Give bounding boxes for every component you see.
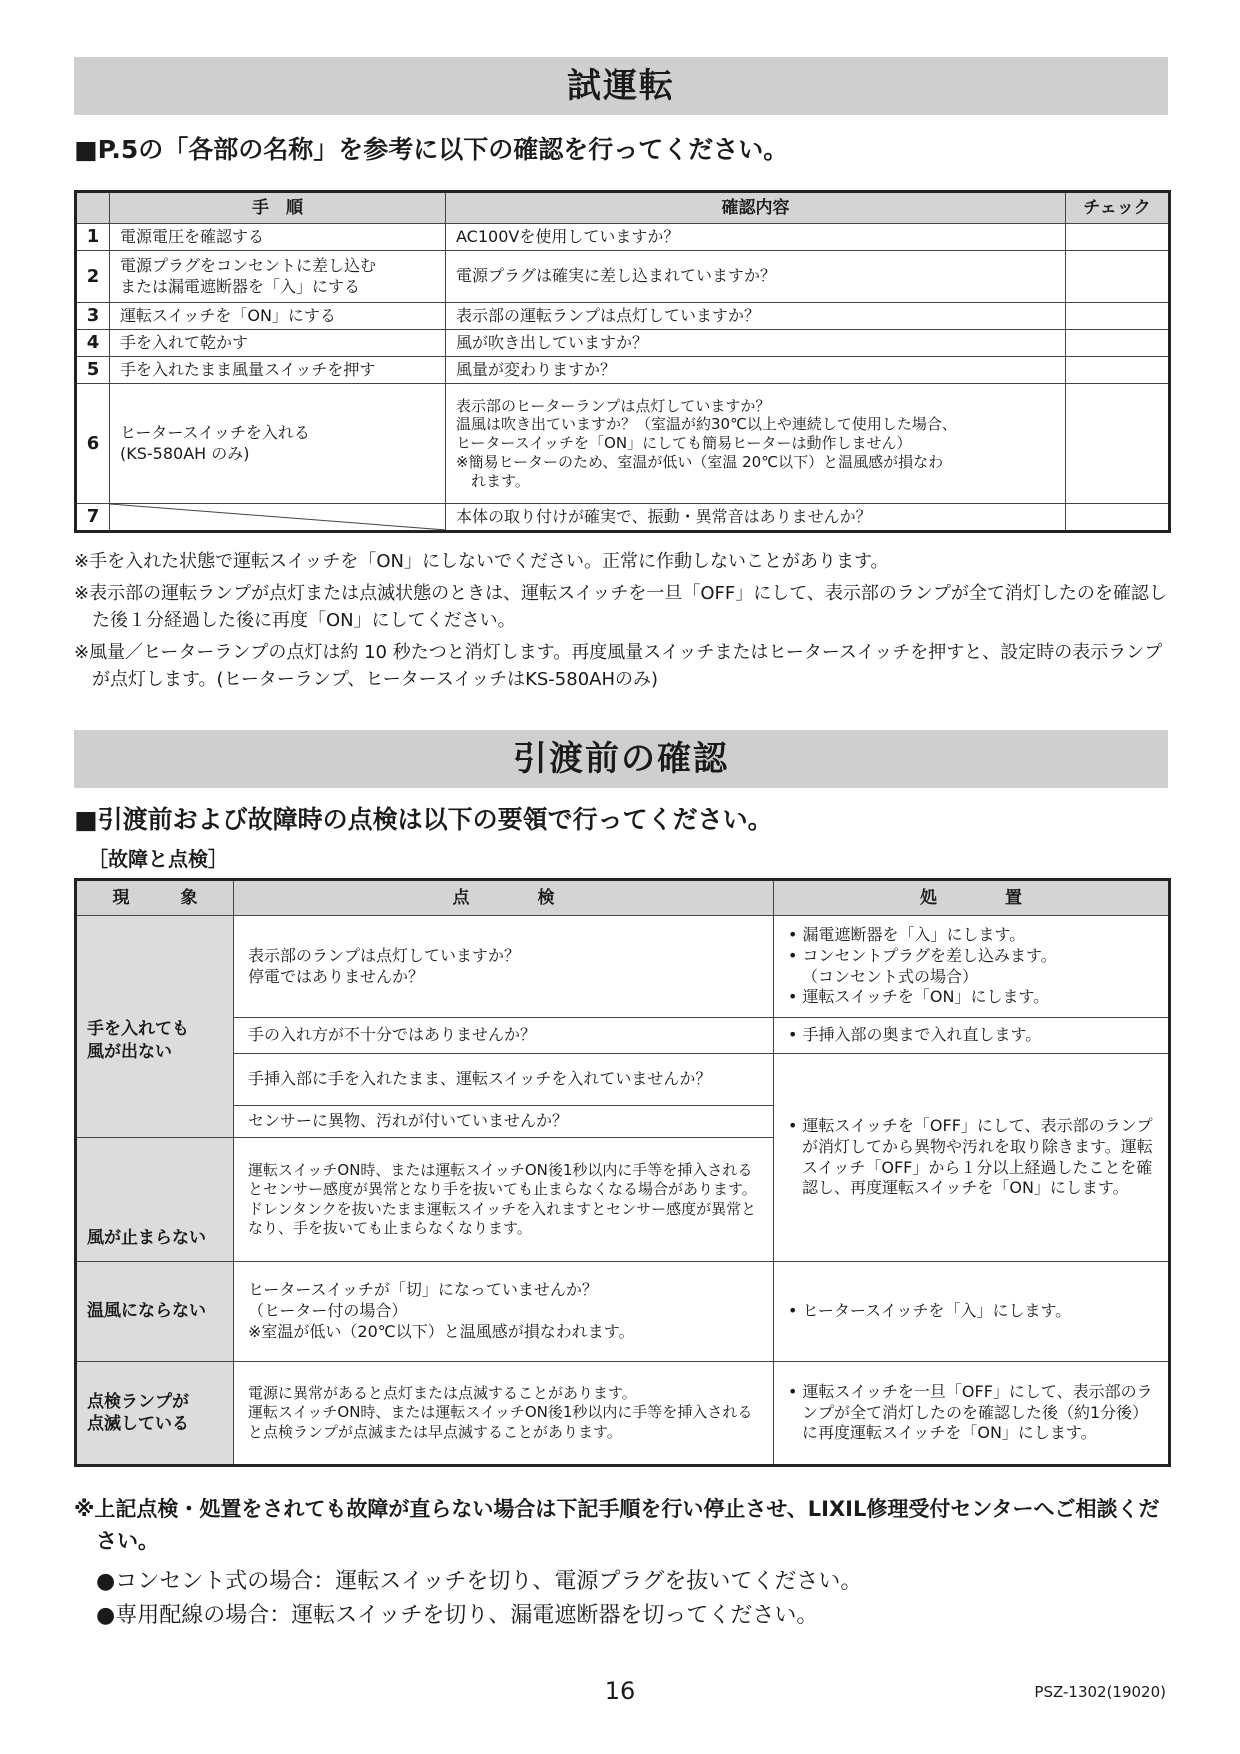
inspection-cell: 電源に異常があると点灯または点滅することがあります。 運転スイッチON時、または運転スイッチON後1秒以内に手等を挿入されると点検ランプが点滅または早点滅することがあります。	[234, 1362, 774, 1466]
check-content-cell: 表示部のヒーターランプは点灯していますか？ 温風は吹き出ていますか？（室温が約30℃以上や連続して使用した場合、 ヒータースイッチを「ON」にしても簡易ヒーターは動作しません） ※簡易ヒーターのため、室温が低い（室温 20℃以下）と温風感が損なわ れます。	[446, 384, 1066, 504]
header-phenomenon: 現 象	[76, 880, 234, 916]
remedy-line: • 漏電遮断器を「入」にします。	[788, 924, 1026, 944]
header-check-content: 確認内容	[446, 192, 1066, 224]
inspection-cell: センサーに異物、汚れが付いていませんか？	[234, 1106, 774, 1138]
step-cell: 手を入れたまま風量スイッチを押す	[110, 357, 446, 384]
inspection-cell: 手の入れ方が不十分ではありませんか？	[234, 1018, 774, 1054]
table-row	[76, 303, 1170, 330]
section-title-pre-delivery: 引渡前の確認	[74, 730, 1168, 788]
row-number: 4	[76, 330, 110, 357]
check-box-cell[interactable]	[1066, 251, 1170, 303]
remedy-line: • コンセントプラグを差し込みます。	[788, 945, 1057, 965]
phenomenon-lamp-blink: 点検ランプが 点滅している	[76, 1362, 234, 1466]
table-row	[76, 1362, 1170, 1466]
table-row	[76, 916, 1170, 1018]
test-run-table	[74, 190, 1171, 533]
check-content-cell: 電源プラグは確実に差し込まれていますか？	[446, 251, 1066, 303]
stop-step-dedicated: ●専用配線の場合：運転スイッチを切り、漏電遮断器を切ってください。	[96, 1603, 819, 1628]
remedy-line: （コンセント式の場合）	[802, 966, 979, 986]
row-number: 3	[76, 303, 110, 330]
row-number: 5	[76, 357, 110, 384]
section-title-test-run: 試運転	[74, 57, 1168, 115]
phenomenon-no-warm: 温風にならない	[76, 1262, 234, 1362]
table-row	[76, 1018, 1170, 1054]
table-row	[76, 251, 1170, 303]
check-box-cell[interactable]	[1066, 303, 1170, 330]
phenomenon-no-air: 手を入れても 風が出ない	[76, 916, 234, 1138]
remedy-cell: • 手挿入部の奥まで入れ直します。	[774, 1018, 1170, 1054]
troubleshooting-table	[74, 878, 1171, 1467]
check-content-cell: 風量が変わりますか？	[446, 357, 1066, 384]
header-remedy: 処 置	[774, 880, 1170, 916]
row-number: 6	[76, 384, 110, 504]
check-box-cell[interactable]	[1066, 504, 1170, 532]
table-row	[76, 330, 1170, 357]
row-number: 2	[76, 251, 110, 303]
section-lead-test-run: ■P.5の「各部の名称」を参考に以下の確認を行ってください。	[74, 135, 789, 164]
check-content-cell: 表示部の運転ランプは点灯していますか？	[446, 303, 1066, 330]
step-cell-blank	[110, 504, 446, 532]
step-cell: 電源プラグをコンセントに差し込む または漏電遮断器を「入」にする	[110, 251, 446, 303]
inspection-cell: 手挿入部に手を入れたまま、運転スイッチを入れていませんか？	[234, 1054, 774, 1106]
phenomenon-no-stop: 風が止まらない	[76, 1138, 234, 1262]
page-number: 16	[604, 1677, 636, 1705]
row-number: 7	[76, 504, 110, 532]
diagonal-line	[110, 504, 446, 530]
inspection-cell: 表示部のランプは点灯していますか？ 停電ではありませんか？	[234, 916, 774, 1018]
step-cell: 電源電圧を確認する	[110, 224, 446, 251]
table-row	[76, 504, 1170, 532]
remedy-cell	[774, 916, 1170, 1018]
check-box-cell[interactable]	[1066, 330, 1170, 357]
section-lead-pre-delivery: ■引渡前および故障時の点検は以下の要領で行ってください。	[74, 805, 773, 834]
stop-step-outlet: ●コンセント式の場合：運転スイッチを切り、電源プラグを抜いてください。	[96, 1569, 863, 1594]
check-box-cell[interactable]	[1066, 357, 1170, 384]
document-code: PSZ-1302(19020)	[1034, 1683, 1166, 1701]
remedy-cell: • 運転スイッチを「OFF」にして、表示部のランプが消灯してから異物や汚れを取り除きます。運転スイッチ「OFF」から１分以上経過したことを確認し、再度運転スイッチを「ON」にします。	[774, 1054, 1170, 1262]
header-inspection: 点 検	[234, 880, 774, 916]
step-cell: ヒータースイッチを入れる (KS-580AH のみ)	[110, 384, 446, 504]
inspection-cell: 運転スイッチON時、または運転スイッチON後1秒以内に手等を挿入されるとセンサー感度が異常となり手を抜いても止まらなくなる場合があります。 ドレンタンクを抜いたまま運転スイッチを入れますとセンサー感度が異常となり、手を抜いても止まらなくなります。	[234, 1138, 774, 1262]
step-cell: 運転スイッチを「ON」にする	[110, 303, 446, 330]
table-row	[76, 384, 1170, 504]
remedy-cell: • ヒータースイッチを「入」にします。	[774, 1262, 1170, 1362]
notes-test-run	[74, 548, 1174, 698]
table-row	[76, 224, 1170, 251]
note-item: ※風量／ヒーターランプの点灯は約 10 秒たつと消灯します。再度風量スイッチまたはヒータースイッチを押すと、設定時の表示ランプが点灯します。(ヒーターランプ、ヒータースイッチはKS-580AHのみ)	[74, 642, 1163, 690]
check-content-cell: AC100Vを使用していますか？	[446, 224, 1066, 251]
check-content-cell: 風が吹き出していますか？	[446, 330, 1066, 357]
table-row	[76, 357, 1170, 384]
check-box-cell[interactable]	[1066, 224, 1170, 251]
header-check: チェック	[1066, 192, 1170, 224]
note-item: ※手を入れた状態で運転スイッチを「ON」にしないでください。正常に作動しないことがあります。	[74, 551, 889, 572]
check-box-cell[interactable]	[1066, 384, 1170, 504]
table-row	[76, 1054, 1170, 1106]
header-step: 手 順	[110, 192, 446, 224]
header-blank	[76, 192, 110, 224]
note-item: ※表示部の運転ランプが点灯または点滅状態のときは、運転スイッチを一旦「OFF」にして、表示部のランプが全て消灯したのを確認した後１分経過した後に再度「ON」にしてください。	[74, 583, 1167, 631]
remedy-cell: • 運転スイッチを一旦「OFF」にして、表示部のランプが全て消灯したのを確認した後（約1分後）に再度運転スイッチを「ON」にします。	[774, 1362, 1170, 1466]
row-number: 1	[76, 224, 110, 251]
step-cell: 手を入れて乾かす	[110, 330, 446, 357]
warning-note: ※上記点検・処置をされても故障が直らない場合は下記手順を行い停止させ、LIXIL修理受付センターへご相談ください。	[74, 1497, 1160, 1553]
table-row	[76, 1262, 1170, 1362]
remedy-line: • 運転スイッチを「ON」にします。	[788, 987, 1050, 1007]
inspection-cell: ヒータースイッチが「切」になっていませんか？ （ヒーター付の場合） ※室温が低い（20℃以下）と温風感が損なわれます。	[234, 1262, 774, 1362]
subsection-title: ［故障と点検］	[88, 847, 228, 871]
check-content-cell: 本体の取り付けが確実で、振動・異常音はありませんか？	[446, 504, 1066, 532]
